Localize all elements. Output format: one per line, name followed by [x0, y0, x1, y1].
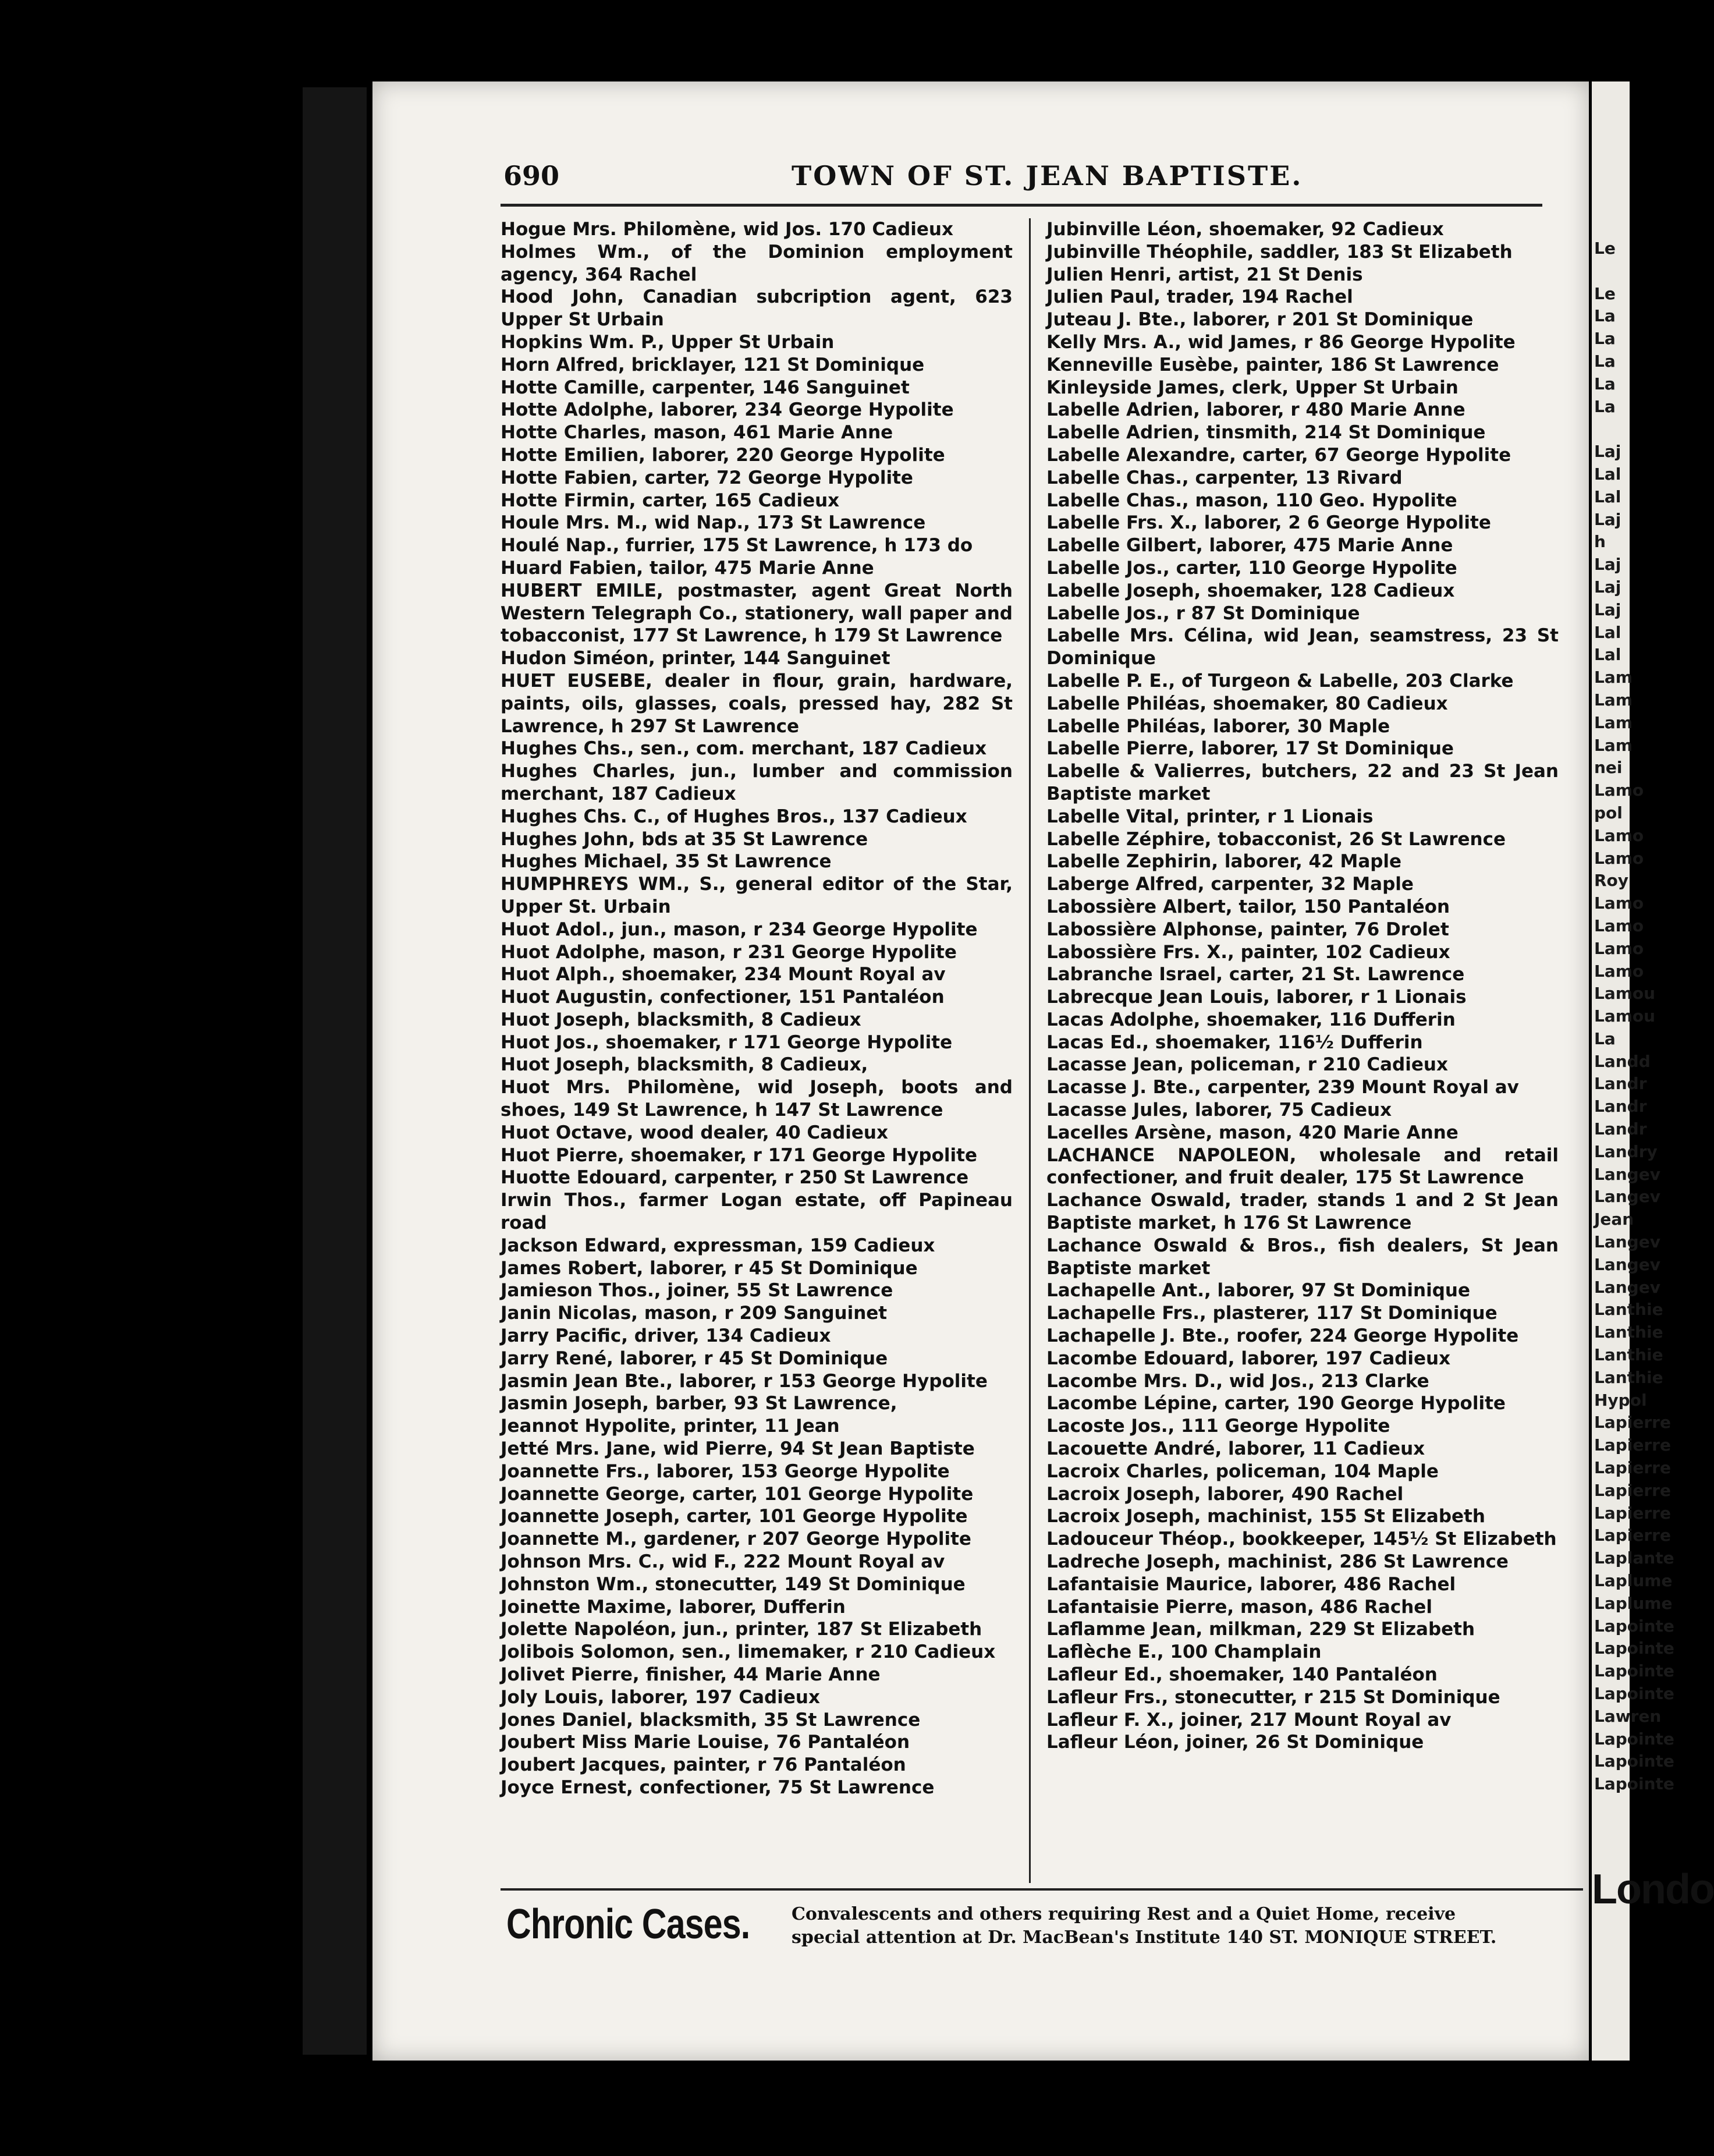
directory-entry: Huot Alph., shoemaker, 234 Mount Royal av: [501, 964, 946, 985]
directory-entry: Labelle P. E., of Turgeon & Labelle, 203 Clarke: [1046, 670, 1514, 692]
directory-entry: Jeannot Hypolite, printer, 11 Jean: [501, 1416, 840, 1437]
adjacent-fragment: Roy: [1594, 871, 1629, 891]
adjacent-fragment: h: [1594, 532, 1606, 552]
adjacent-fragment: Landd: [1594, 1051, 1651, 1071]
adjacent-fragment: Langev: [1594, 1164, 1660, 1184]
directory-entry: Labelle Zephirin, laborer, 42 Maple: [1046, 851, 1402, 873]
directory-entry: Lacelles Arsène, mason, 420 Marie Anne: [1046, 1122, 1459, 1143]
adjacent-fragment: Langev: [1594, 1254, 1660, 1274]
directory-entry: Labelle Philéas, laborer, 30 Maple: [1046, 715, 1390, 737]
adjacent-fragment: Lapointe: [1594, 1661, 1674, 1681]
adjacent-fragment: Laplante: [1594, 1548, 1674, 1568]
directory-entry: Huot Mrs. Philomène, wid Joseph, boots and shoes, 149 St Lawrence, h 147 St Lawrence: [501, 1077, 1013, 1121]
adjacent-fragment: Langev: [1594, 1232, 1660, 1252]
directory-entry: Lacombe Lépine, carter, 190 George Hypolite: [1046, 1393, 1506, 1414]
adjacent-fragment: Lam: [1594, 712, 1633, 732]
adjacent-fragment: Lapointe: [1594, 1684, 1674, 1703]
adjacent-footer-fragment: Londo: [1592, 1866, 1714, 1913]
directory-entry: Kelly Mrs. A., wid James, r 86 George Hypolite: [1046, 331, 1516, 353]
directory-entry: Laberge Alfred, carpenter, 32 Maple: [1046, 874, 1414, 895]
directory-entry: Lacombe Edouard, laborer, 197 Cadieux: [1046, 1348, 1451, 1369]
directory-entry: Joannette M., gardener, r 207 George Hypolite: [501, 1529, 971, 1550]
directory-entry: Horn Alfred, bricklayer, 121 St Dominique: [501, 354, 925, 375]
directory-entry: Janin Nicolas, mason, r 209 Sanguinet: [501, 1303, 888, 1324]
adjacent-fragment: Landr: [1594, 1074, 1647, 1094]
adjacent-fragment: Lal: [1594, 487, 1621, 506]
directory-entry: Labelle & Valierres, butchers, 22 and 23 St Jean Baptiste market: [1046, 761, 1559, 804]
directory-entry: Juteau J. Bte., laborer, r 201 St Dominique: [1046, 309, 1474, 331]
adjacent-fragment: Lapointe: [1594, 1774, 1674, 1794]
adjacent-fragment: Lamou: [1594, 1006, 1656, 1026]
directory-entry: Holmes Wm., of the Dominion employment agency, 364 Rachel: [501, 241, 1013, 285]
directory-page: [372, 81, 1589, 2061]
directory-entry: Huotte Edouard, carpenter, r 250 St Lawrence: [501, 1167, 969, 1189]
directory-entry: Hughes Chs., sen., com. merchant, 187 Cadieux: [501, 738, 987, 760]
adjacent-fragment: Lapierre: [1594, 1458, 1671, 1478]
directory-entry: Kinleyside James, clerk, Upper St Urbain: [1046, 377, 1459, 398]
directory-entry: Labelle Jos., r 87 St Dominique: [1046, 602, 1360, 624]
directory-entry: Lacroix Joseph, laborer, 490 Rachel: [1046, 1483, 1404, 1505]
adjacent-fragment: Lanthie: [1594, 1300, 1663, 1320]
adjacent-fragment: Lapierre: [1594, 1503, 1671, 1523]
adjacent-page-edge: [1592, 81, 1714, 2061]
directory-entry: Lacoste Jos., 111 George Hypolite: [1046, 1416, 1390, 1437]
directory-entry: Hotte Firmin, carter, 165 Cadieux: [501, 490, 840, 511]
directory-entry: Lafleur Frs., stonecutter, r 215 St Dominique: [1046, 1686, 1500, 1708]
ad-line: special attention at Dr. MacBean's Institute 140 ST. MONIQUE STREET.: [792, 1927, 1497, 1948]
adjacent-fragment: Lawren: [1594, 1706, 1662, 1726]
adjacent-fragment: nei: [1594, 758, 1623, 778]
directory-entry: Labranche Israel, carter, 21 St. Lawrence: [1046, 964, 1465, 985]
directory-entry: Labelle Adrien, laborer, r 480 Marie Anne: [1046, 399, 1465, 421]
directory-entry: Laflamme Jean, milkman, 229 St Elizabeth: [1046, 1619, 1475, 1640]
page-number: 690: [503, 160, 560, 192]
adjacent-fragment: Lapointe: [1594, 1729, 1674, 1749]
adjacent-fragment: Lam: [1594, 690, 1633, 710]
adjacent-page-fragments: [1592, 81, 1674, 1796]
directory-entry: Labelle Joseph, shoemaker, 128 Cadieux: [1046, 580, 1455, 601]
footer-rule: [501, 1888, 1583, 1891]
adjacent-fragment: Lapointe: [1594, 1751, 1674, 1771]
directory-entry: Lacas Ed., shoemaker, 116½ Dufferin: [1046, 1031, 1423, 1053]
directory-entry: Laflèche E., 100 Champlain: [1046, 1641, 1322, 1663]
directory-entry: Joinette Maxime, laborer, Dufferin: [501, 1596, 846, 1618]
adjacent-fragment: Lapointe: [1594, 1639, 1674, 1658]
directory-entry: HUBERT EMILE, postmaster, agent Great North Western Telegraph Co., stationery, wall paper and tobacconist, 177 St Lawrence, h 179 St Lawrence: [501, 580, 1013, 647]
directory-entry: Huot Adolphe, mason, r 231 George Hypolite: [501, 941, 957, 963]
directory-entry: Hughes Charles, jun., lumber and commission merchant, 187 Cadieux: [501, 761, 1013, 804]
adjacent-fragment: [1594, 418, 1630, 441]
directory-entry: Huot Octave, wood dealer, 40 Cadieux: [501, 1122, 889, 1143]
directory-entry: Lafleur F. X., joiner, 217 Mount Royal av: [1046, 1709, 1452, 1731]
directory-entry: Johnson Mrs. C., wid F., 222 Mount Royal av: [501, 1551, 945, 1573]
directory-entry: Jarry Pacific, driver, 134 Cadieux: [501, 1325, 831, 1347]
directory-entry: Labelle Chas., carpenter, 13 Rivard: [1046, 467, 1403, 488]
adjacent-fragment: La: [1594, 374, 1616, 393]
directory-entry: Hood John, Canadian subcription agent, 623 Upper St Urbain: [501, 286, 1013, 331]
adjacent-fragment: Lanthie: [1594, 1345, 1663, 1365]
directory-entry: Huard Fabien, tailor, 475 Marie Anne: [501, 557, 874, 579]
adjacent-fragment: Laj: [1594, 577, 1621, 597]
adjacent-fragment: Jean: [1594, 1210, 1634, 1229]
directory-entry: LACHANCE NAPOLEON, wholesale and retail confectioner, and fruit dealer, 175 St Lawrence: [1046, 1144, 1559, 1189]
adjacent-fragment: Lal: [1594, 622, 1621, 642]
directory-entry: Labelle Frs. X., laborer, 2 6 George Hypolite: [1046, 512, 1491, 534]
directory-entry: Julien Henri, artist, 21 St Denis: [1046, 264, 1363, 285]
adjacent-fragment: Lamo: [1594, 848, 1644, 868]
directory-entry: Huot Jos., shoemaker, r 171 George Hypolite: [501, 1031, 953, 1053]
adjacent-fragment: Lam: [1594, 735, 1633, 755]
directory-entry: Irwin Thos., farmer Logan estate, off Papineau road: [501, 1190, 1013, 1234]
adjacent-fragment: Lal: [1594, 464, 1621, 484]
directory-entry: Houlé Nap., furrier, 175 St Lawrence, h 173 do: [501, 535, 973, 556]
adjacent-fragment: Laplume: [1594, 1593, 1673, 1613]
directory-entry: Lacasse Jean, policeman, r 210 Cadieux: [1046, 1054, 1448, 1076]
directory-entry: Lafantaisie Maurice, laborer, 486 Rachel: [1046, 1573, 1456, 1595]
adjacent-fragment: Laj: [1594, 442, 1621, 462]
directory-entry: Lacroix Joseph, machinist, 155 St Elizabeth: [1046, 1506, 1485, 1527]
directory-entry: Labossière Frs. X., painter, 102 Cadieux: [1046, 941, 1450, 963]
directory-entry: Joly Louis, laborer, 197 Cadieux: [501, 1686, 820, 1708]
adjacent-fragment: Laplume: [1594, 1571, 1673, 1591]
running-title: TOWN OF ST. JEAN BAPTISTE.: [792, 160, 1303, 192]
directory-entry: Ladreche Joseph, machinist, 286 St Lawrence: [1046, 1551, 1509, 1573]
ad-line: Convalescents and others requiring Rest and a Quiet Home, receive: [792, 1904, 1456, 1924]
directory-entry: Jones Daniel, blacksmith, 35 St Lawrence: [501, 1709, 921, 1731]
directory-entry: Ladouceur Théop., bookkeeper, 145½ St Elizabeth: [1046, 1529, 1557, 1550]
directory-entry: Hotte Charles, mason, 461 Marie Anne: [501, 422, 893, 444]
directory-entry: Lachance Oswald, trader, stands 1 and 2 St Jean Baptiste market, h 176 St Lawrence: [1046, 1190, 1559, 1234]
directory-entry: Joubert Miss Marie Louise, 76 Pantaléon: [501, 1732, 910, 1753]
adjacent-fragment: Lapointe: [1594, 1616, 1674, 1636]
adjacent-fragment: Landr: [1594, 1119, 1647, 1139]
directory-entry: Joubert Jacques, painter, r 76 Pantaléon: [501, 1754, 906, 1776]
directory-entry: Lacasse J. Bte., carpenter, 239 Mount Royal av: [1046, 1077, 1519, 1098]
directory-entry: Lafleur Ed., shoemaker, 140 Pantaléon: [1046, 1664, 1438, 1685]
adjacent-fragment: Langev: [1594, 1187, 1660, 1207]
adjacent-fragment: [1594, 260, 1630, 283]
adjacent-fragment: Lanthie: [1594, 1367, 1663, 1387]
directory-entry: Hughes John, bds at 35 St Lawrence: [501, 828, 868, 850]
adjacent-fragment: Lapierre: [1594, 1435, 1671, 1455]
directory-entry: Joannette Joseph, carter, 101 George Hypolite: [501, 1506, 968, 1527]
directory-entry: Labossière Alphonse, painter, 76 Drolet: [1046, 919, 1449, 940]
directory-entry: Hogue Mrs. Philomène, wid Jos. 170 Cadieux: [501, 219, 953, 240]
adjacent-fragment: Laj: [1594, 600, 1621, 619]
directory-entry: Lafleur Léon, joiner, 26 St Dominique: [1046, 1732, 1424, 1753]
directory-entry: Joannette George, carter, 101 George Hypolite: [501, 1483, 974, 1505]
column-divider: [1029, 218, 1031, 1883]
directory-entry: Lachapelle J. Bte., roofer, 224 George Hypolite: [1046, 1325, 1519, 1347]
directory-entry: Lacasse Jules, laborer, 75 Cadieux: [1046, 1100, 1392, 1121]
directory-entry: Labelle Zéphire, tobacconist, 26 St Lawrence: [1046, 828, 1506, 850]
adjacent-fragment: Lapierre: [1594, 1526, 1671, 1545]
directory-entry: Labelle Alexandre, carter, 67 George Hypolite: [1046, 444, 1511, 466]
directory-entry: Labelle Gilbert, laborer, 475 Marie Anne: [1046, 535, 1453, 556]
adjacent-fragment: Lamo: [1594, 893, 1644, 913]
page-header: [372, 160, 1589, 195]
directory-entry: HUMPHREYS WM., S., general editor of the Star, Upper St. Urbain: [501, 874, 1013, 917]
directory-entry: Jolette Napoléon, jun., printer, 187 St Elizabeth: [501, 1619, 982, 1640]
directory-entry: Jetté Mrs. Jane, wid Pierre, 94 St Jean Baptiste: [501, 1438, 975, 1460]
directory-entry: Labelle Jos., carter, 110 George Hypolite: [1046, 557, 1457, 579]
adjacent-fragment: La: [1594, 306, 1616, 326]
directory-entry: Hudon Siméon, printer, 144 Sanguinet: [501, 648, 890, 669]
adjacent-fragment: Lamo: [1594, 825, 1644, 845]
directory-entry: Jasmin Jean Bte., laborer, r 153 George Hypolite: [501, 1370, 988, 1392]
directory-entry: HUET EUSEBE, dealer in flour, grain, hardware, paints, oils, glasses, coals, pressed hay, 282 St Lawrence, h 297 St Lawrence: [501, 670, 1013, 737]
adjacent-fragment: Lamo: [1594, 916, 1644, 935]
directory-entry: Labelle Adrien, tinsmith, 214 St Dominique: [1046, 422, 1486, 444]
footer-advertisement: [501, 1900, 1595, 1953]
directory-entry: Labossière Albert, tailor, 150 Pantaléon: [1046, 896, 1450, 917]
directory-entry: Hughes Chs. C., of Hughes Bros., 137 Cadieux: [501, 806, 967, 827]
adjacent-fragment: Hypol: [1594, 1390, 1647, 1410]
directory-entry: Joyce Ernest, confectioner, 75 St Lawrence: [501, 1776, 935, 1798]
directory-entry: Lacouette André, laborer, 11 Cadieux: [1046, 1438, 1425, 1460]
directory-entry: Jasmin Joseph, barber, 93 St Lawrence,: [501, 1393, 897, 1414]
directory-entry: Labelle Pierre, laborer, 17 St Dominique: [1046, 738, 1454, 760]
adjacent-fragment: Landry: [1594, 1141, 1658, 1161]
right-column: [1046, 218, 1559, 1754]
scan-border: [303, 87, 367, 2055]
directory-entry: Jolivet Pierre, finisher, 44 Marie Anne: [501, 1664, 881, 1685]
adjacent-fragment: Laj: [1594, 555, 1621, 575]
directory-entry: Labelle Vital, printer, r 1 Lionais: [1046, 806, 1374, 827]
directory-entry: Joannette Frs., laborer, 153 George Hypolite: [501, 1460, 950, 1482]
adjacent-fragment: Le: [1594, 283, 1616, 303]
adjacent-fragment: Lamo: [1594, 961, 1644, 981]
directory-entry: Huot Pierre, shoemaker, r 171 George Hypolite: [501, 1144, 978, 1166]
adjacent-fragment: Laj: [1594, 509, 1621, 529]
directory-entry: Kenneville Eusèbe, painter, 186 St Lawrence: [1046, 354, 1499, 375]
directory-entry: Houle Mrs. M., wid Nap., 173 St Lawrence: [501, 512, 926, 534]
adjacent-fragment: La: [1594, 329, 1616, 349]
left-column: [501, 218, 1013, 1799]
header-rule: [501, 204, 1542, 207]
adjacent-fragment: Lamo: [1594, 938, 1644, 958]
adjacent-fragment: Lanthie: [1594, 1322, 1663, 1342]
adjacent-fragment: Lamou: [1594, 984, 1656, 1003]
directory-entry: Lachance Oswald & Bros., fish dealers, St Jean Baptiste market: [1046, 1235, 1559, 1279]
ad-title: Chronic Cases.: [506, 1901, 750, 1948]
directory-entry: Lafantaisie Pierre, mason, 486 Rachel: [1046, 1596, 1432, 1618]
adjacent-fragment: Landr: [1594, 1097, 1647, 1116]
directory-entry: Hotte Adolphe, laborer, 234 George Hypolite: [501, 399, 954, 421]
directory-entry: Jamieson Thos., joiner, 55 St Lawrence: [501, 1280, 893, 1302]
directory-entry: Jubinville Léon, shoemaker, 92 Cadieux: [1046, 219, 1444, 240]
adjacent-fragment: La: [1594, 1029, 1616, 1048]
adjacent-fragment: Le: [1594, 239, 1616, 258]
directory-entry: Labelle Chas., mason, 110 Geo. Hypolite: [1046, 490, 1457, 511]
directory-entry: Hopkins Wm. P., Upper St Urbain: [501, 331, 835, 353]
directory-entry: Labelle Mrs. Célina, wid Jean, seamstress, 23 St Dominique: [1046, 625, 1559, 669]
directory-entry: Hotte Camille, carpenter, 146 Sanguinet: [501, 377, 910, 398]
directory-entry: Jackson Edward, expressman, 159 Cadieux: [501, 1235, 935, 1256]
directory-entry: Jubinville Théophile, saddler, 183 St Elizabeth: [1046, 241, 1513, 263]
directory-entry: Huot Joseph, blacksmith, 8 Cadieux: [501, 1009, 861, 1030]
adjacent-fragment: Langev: [1594, 1277, 1660, 1297]
ad-text: [792, 1903, 1548, 1949]
directory-entry: Hotte Fabien, carter, 72 George Hypolite: [501, 467, 913, 488]
directory-entry: Lacas Adolphe, shoemaker, 116 Dufferin: [1046, 1009, 1456, 1030]
directory-entry: Labelle Philéas, shoemaker, 80 Cadieux: [1046, 693, 1448, 714]
directory-entry: Johnston Wm., stonecutter, 149 St Dominique: [501, 1573, 966, 1595]
adjacent-fragment: Lal: [1594, 645, 1621, 665]
directory-entry: Huot Adol., jun., mason, r 234 George Hypolite: [501, 919, 978, 940]
directory-entry: Julien Paul, trader, 194 Rachel: [1046, 286, 1353, 308]
directory-entry: Lacroix Charles, policeman, 104 Maple: [1046, 1460, 1439, 1482]
directory-entry: Huot Augustin, confectioner, 151 Pantaléon: [501, 987, 945, 1008]
adjacent-fragment: pol: [1594, 803, 1623, 822]
adjacent-fragment: Lapierre: [1594, 1413, 1671, 1432]
directory-entry: Jolibois Solomon, sen., limemaker, r 210 Cadieux: [501, 1641, 996, 1663]
directory-entry: Lachapelle Frs., plasterer, 117 St Dominique: [1046, 1303, 1497, 1324]
directory-entry: Jarry René, laborer, r 45 St Dominique: [501, 1348, 888, 1369]
adjacent-fragment: Lamo: [1594, 781, 1644, 800]
directory-entry: Lachapelle Ant., laborer, 97 St Dominique: [1046, 1280, 1471, 1302]
directory-entry: Hughes Michael, 35 St Lawrence: [501, 851, 832, 873]
adjacent-fragment: Lapierre: [1594, 1480, 1671, 1500]
adjacent-fragment: La: [1594, 396, 1616, 416]
adjacent-fragment: Lam: [1594, 668, 1633, 687]
directory-entry: Lacombe Mrs. D., wid Jos., 213 Clarke: [1046, 1370, 1429, 1392]
directory-entry: Huot Joseph, blacksmith, 8 Cadieux,: [501, 1054, 868, 1076]
adjacent-fragment: La: [1594, 351, 1616, 371]
directory-entry: Hotte Emilien, laborer, 220 George Hypolite: [501, 444, 945, 466]
directory-entry: Labrecque Jean Louis, laborer, r 1 Lionais: [1046, 987, 1467, 1008]
directory-entry: James Robert, laborer, r 45 St Dominique: [501, 1257, 918, 1279]
